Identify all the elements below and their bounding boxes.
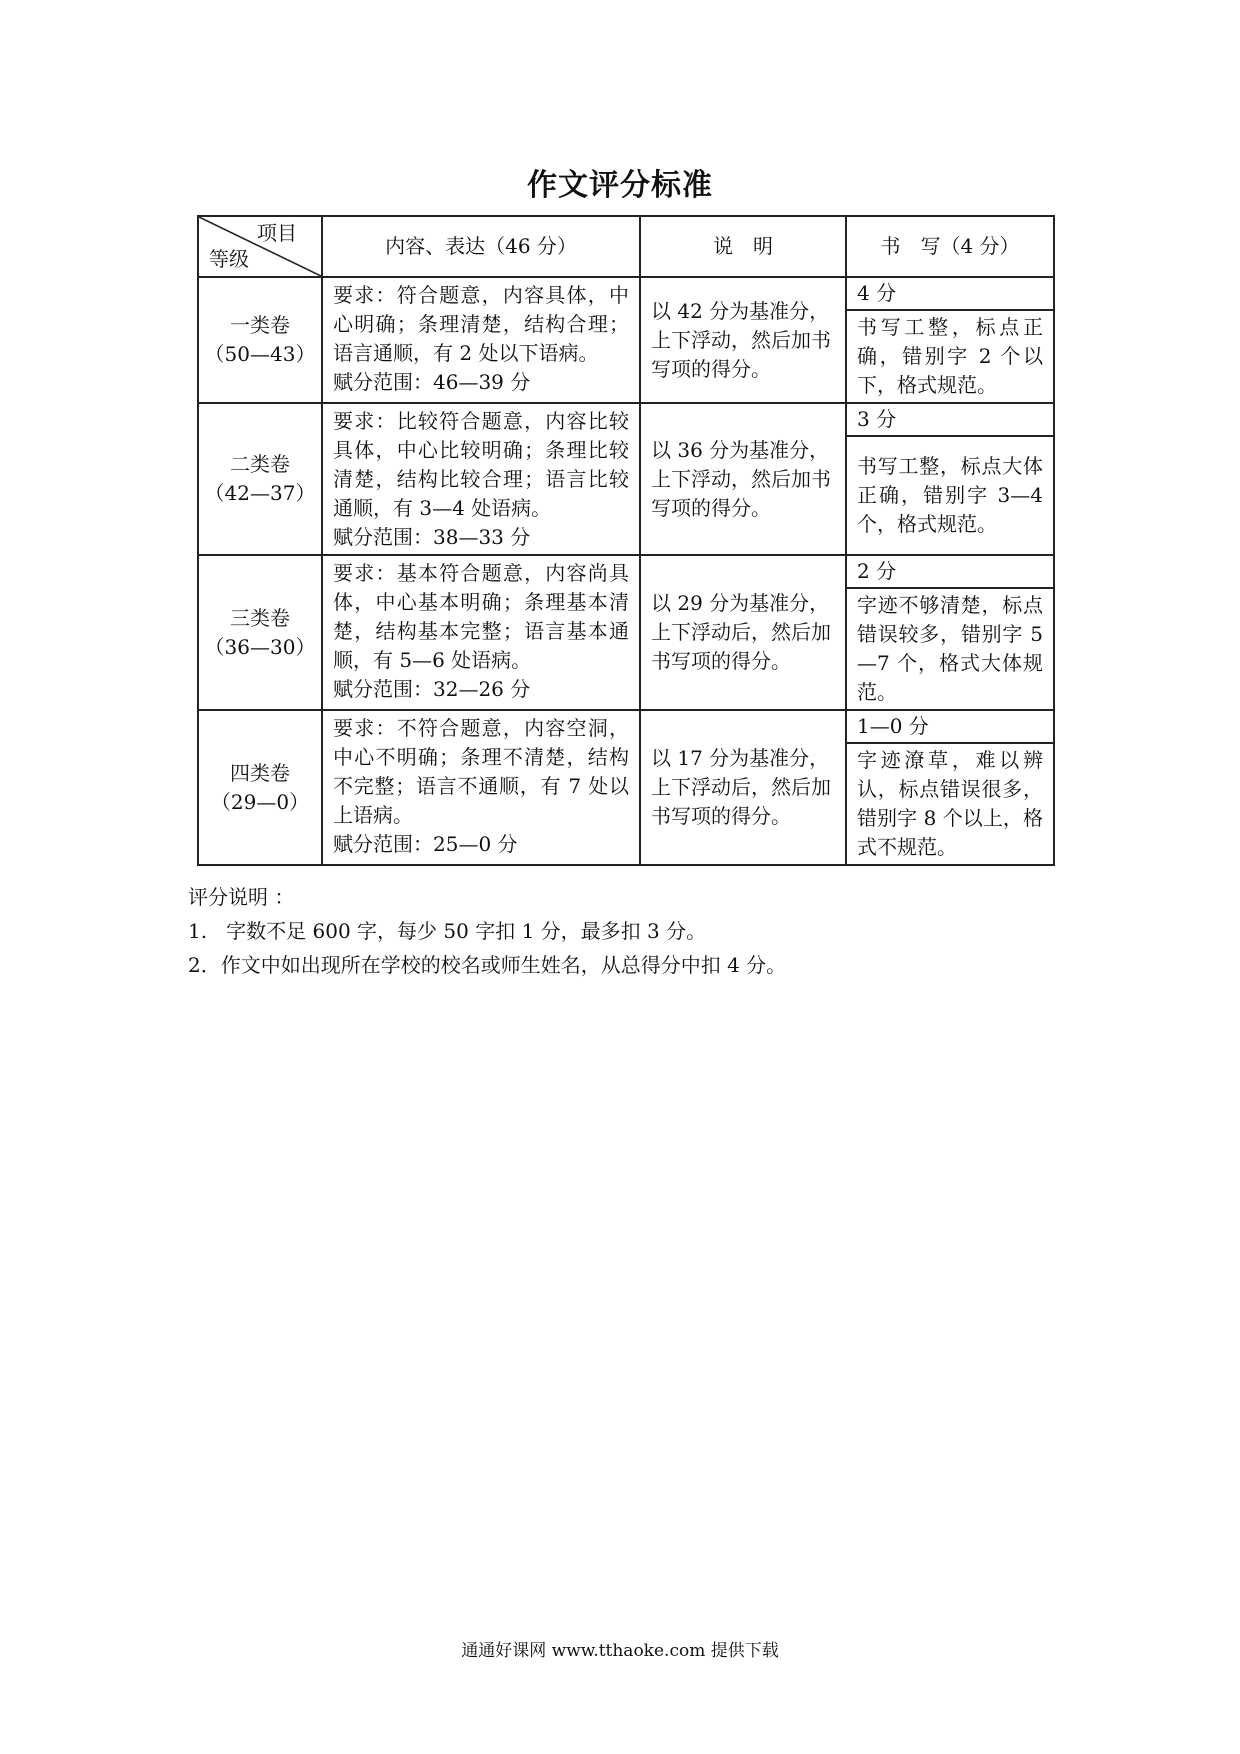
writing-description: 字迹不够清楚，标点错误较多，错别字 5—7 个，格式大体规范。 — [846, 588, 1054, 710]
writing-score: 2 分 — [846, 555, 1054, 588]
scoring-range: 赋分范围：25—0 分 — [333, 832, 518, 856]
requirement-text: 要求：符合题意，内容具体，中心明确；条理清楚，结构合理；语言通顺，有 2 处以下语病。 — [333, 283, 629, 365]
footer-credit: 通通好课网 www.tthaoke.com 提供下载 — [461, 1641, 779, 1661]
level-name: 二类卷 — [230, 452, 290, 476]
diagonal-header-cell — [198, 216, 322, 277]
writing-description: 书写工整，标点大体正确，错别字 3—4 个，格式规范。 — [846, 436, 1054, 555]
requirement-text: 要求：不符合题意，内容空洞，中心不明确；条理不清楚，结构不完整；语言不通顺，有 7 处以上语病。 — [333, 716, 629, 827]
level-cell — [198, 710, 322, 865]
page-title: 作文评分标准 — [527, 168, 713, 203]
level-range: （50—43） — [204, 342, 316, 366]
notes-heading: 评分说明 ： — [188, 885, 295, 909]
level-range: （29—0） — [210, 789, 310, 814]
note-item: 1. 字数不足 600 字，每少 50 字扣 1 分，最多扣 3 分。 — [188, 919, 707, 943]
level-cell — [198, 277, 322, 403]
level-range: （36—30） — [204, 634, 316, 659]
writing-description: 字迹潦草，难以辨认，标点错误很多，错别字 8 个以上，格式不规范。 — [846, 743, 1054, 865]
requirement-text: 要求：比较符合题意，内容比较具体，中心比较明确；条理比较清楚，结构比较合理；语言比较通顺，有 3—4 处语病。 — [333, 409, 629, 520]
scoring-range: 赋分范围：46—39 分 — [333, 370, 531, 394]
header-explanation: 说 明 — [640, 216, 846, 277]
writing-score: 1—0 分 — [846, 710, 1054, 743]
explanation-cell: 以 36 分为基准分，上下浮动，然后加书写项的得分。 — [640, 403, 846, 555]
content-cell — [322, 710, 640, 865]
table-row — [198, 403, 1054, 436]
level-name: 三类卷 — [230, 605, 290, 630]
content-cell — [322, 277, 640, 403]
header-item-label: 项目 — [257, 221, 297, 245]
note-item: 2．作文中如出现所在学校的校名或师生姓名，从总得分中扣 4 分。 — [188, 953, 787, 977]
grading-table — [197, 215, 1055, 866]
level-range: （42—37） — [204, 481, 316, 505]
header-grade-label: 等级 — [209, 247, 249, 271]
level-cell — [198, 403, 322, 555]
level-name: 四类卷 — [230, 760, 290, 785]
writing-score: 4 分 — [846, 277, 1054, 310]
level-name: 一类卷 — [230, 313, 290, 337]
explanation-cell: 以 29 分为基准分，上下浮动后，然后加书写项的得分。 — [640, 555, 846, 710]
level-cell — [198, 555, 322, 710]
table-row — [198, 710, 1054, 743]
requirement-text: 要求：基本符合题意，内容尚具体，中心基本明确；条理基本清楚，结构基本完整；语言基本通顺，有 5—6 处语病。 — [333, 561, 629, 672]
content-cell — [322, 555, 640, 710]
header-content: 内容、表达（46 分） — [322, 216, 640, 277]
header-row — [198, 216, 1054, 277]
explanation-cell: 以 42 分为基准分，上下浮动，然后加书写项的得分。 — [640, 277, 846, 403]
explanation-cell: 以 17 分为基准分，上下浮动后，然后加书写项的得分。 — [640, 710, 846, 865]
content-cell — [322, 403, 640, 555]
writing-score: 3 分 — [846, 403, 1054, 436]
scoring-notes — [188, 880, 786, 982]
scoring-range: 赋分范围：32—26 分 — [333, 677, 531, 701]
scoring-range: 赋分范围：38—33 分 — [333, 525, 531, 549]
header-writing: 书 写（4 分） — [846, 216, 1054, 277]
writing-description: 书写工整，标点正确，错别字 2 个以下，格式规范。 — [846, 310, 1054, 403]
table-row — [198, 555, 1054, 588]
table-row — [198, 277, 1054, 310]
